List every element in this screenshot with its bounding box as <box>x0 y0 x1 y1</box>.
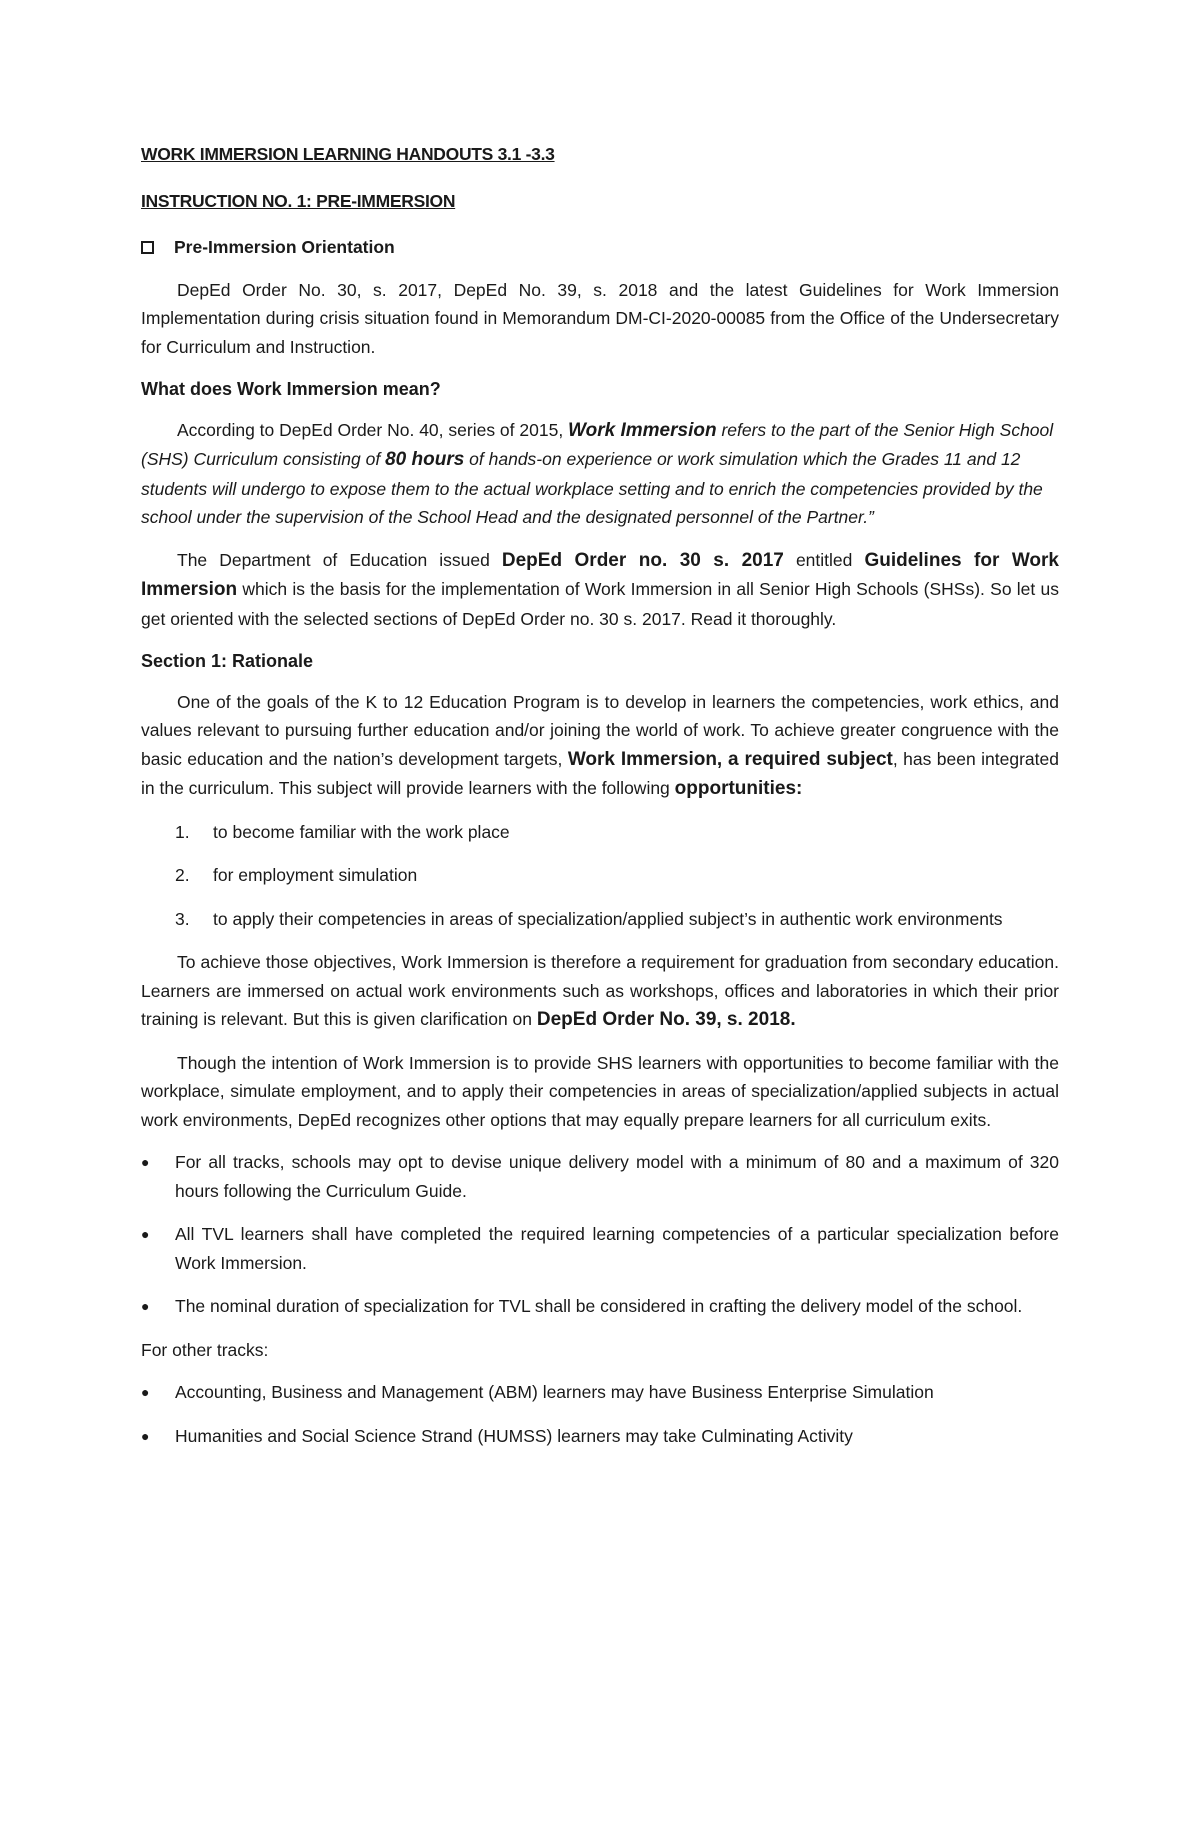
pre-immersion-checkbox-row <box>141 233 1059 262</box>
bullet-icon: ● <box>141 1298 150 1314</box>
issued-guidelines-title: Guidelines for Work Immersion <box>141 549 1059 600</box>
list-item <box>141 818 1059 847</box>
rationale-middle: , has been integrated in the curriculum. This subject will provide learners with the following <box>141 748 1059 798</box>
list-number: 3. <box>175 908 190 929</box>
definition-suffix: of hands-on experience or work simulation which the Grades 11 and 12 students will undergo to expose them to the actual workplace setting and to enrich the competencies provided by the school under the supervision of the School Head and the designated personnel of the Partner.” <box>141 449 1043 527</box>
instruction-heading: INSTRUCTION NO. 1: PRE-IMMERSION <box>141 190 456 211</box>
bullet-icon: ● <box>141 1427 150 1444</box>
objectives-order: DepEd Order No. 39, s. 2018. <box>536 1009 796 1030</box>
list-item <box>141 1220 1059 1277</box>
bullet-text: Accounting, Business and Management (ABM) learners may have Business Enterprise Simulation <box>175 1382 934 1402</box>
list-item <box>141 1378 1059 1407</box>
issued-paragraph <box>141 546 1059 634</box>
issued-order: DepEd Order no. 30 s. 2017 <box>501 549 784 571</box>
definition-middle: refers to the part of the Senior High School (SHS) Curriculum consisting of <box>141 419 1054 469</box>
rationale-required-subject: Work Immersion, a required subject <box>567 748 893 770</box>
definition-prefix: According to DepEd Order No. 40, series of 2015, <box>177 419 569 440</box>
definition-hours: 80 hours <box>385 449 465 470</box>
tracks-bullet-list <box>141 1148 1059 1321</box>
issued-middle: entitled <box>783 549 865 570</box>
handout-title: WORK IMMERSION LEARNING HANDOUTS 3.1 -3.3 <box>141 144 555 164</box>
bullet-text: All TVL learners shall have completed the required learning competencies of a particular specialization before Work Immersion. <box>175 1224 1059 1273</box>
bullet-icon: ● <box>141 1226 150 1242</box>
rationale-prefix: One of the goals of the K to 12 Education Program is to develop in learners the competencies, work ethics, and values relevant to pursuing further education and/or joining the world of work. To achieve greater congruence with the basic education and the nation’s development targets, <box>141 691 1059 769</box>
list-item <box>141 861 1059 890</box>
list-text: to apply their competencies in areas of specialization/applied subject’s in authentic work environments <box>213 908 1003 929</box>
list-text: for employment simulation <box>213 865 418 885</box>
list-text: to become familiar with the work place <box>213 821 510 842</box>
rationale-paragraph <box>141 688 1059 804</box>
list-item <box>141 1422 1059 1451</box>
rationale-opportunities: opportunities: <box>674 778 803 799</box>
checkbox-icon <box>141 241 154 254</box>
other-tracks-label: For other tracks: <box>141 1339 269 1360</box>
objectives-paragraph <box>141 948 1059 1035</box>
intro-paragraph: DepEd Order No. 30, s. 2017, DepEd No. 39, s. 2018 and the latest Guidelines for Work Immersion Implementation during crisis situation found in Memorandum DM-CI-2020-00085 from the Office of the Undersecretary for Curriculum and Instruction. <box>141 279 1059 357</box>
list-item <box>141 905 1059 934</box>
definition-term: Work Immersion <box>568 419 717 441</box>
bullet-icon: ● <box>141 1384 150 1400</box>
checkbox-label: Pre-Immersion Orientation <box>174 237 395 257</box>
issued-prefix: The Department of Education issued <box>177 549 502 570</box>
bullet-text: The nominal duration of specialization for TVL shall be considered in crafting the delivery model of the school. <box>175 1296 1023 1316</box>
though-paragraph: Though the intention of Work Immersion is to provide SHS learners with opportunities to become familiar with the workplace, simulate employment, and to apply their competencies in areas of specialization/applied subjects in actual work environments, DepEd recognizes other options that may equally prepare learners for all curriculum exits. <box>141 1052 1059 1130</box>
bullet-text: For all tracks, schools may opt to devise unique delivery model with a minimum of 80 and a maximum of 320 hours following the Curriculum Guide. <box>175 1152 1059 1201</box>
list-number: 2. <box>175 865 190 885</box>
opportunities-list <box>141 818 1059 934</box>
list-number: 1. <box>175 821 190 842</box>
bullet-text: Humanities and Social Science Strand (HUMSS) learners may take Culminating Activity <box>175 1425 853 1446</box>
definition-paragraph <box>141 416 1059 532</box>
section-1-heading: Section 1: Rationale <box>141 651 314 671</box>
objectives-text: To achieve those objectives, Work Immersion is therefore a requirement for graduation from secondary education. Learners are immersed on actual work environments such as workshops, offices and laboratories in which their prior training is relevant. But this is given clarification on <box>141 952 1059 1029</box>
question-heading: What does Work Immersion mean? <box>141 379 441 399</box>
other-tracks-bullet-list <box>141 1378 1059 1450</box>
list-item <box>141 1148 1059 1205</box>
document-body <box>141 140 1059 1465</box>
list-item <box>141 1292 1059 1321</box>
issued-suffix: which is the basis for the implementation of Work Immersion in all Senior High Schools (SHSs). So let us get oriented with the selected sections of DepEd Order no. 30 s. 2017. Read it thoroughly. <box>141 579 1059 629</box>
bullet-icon: ● <box>141 1154 150 1170</box>
